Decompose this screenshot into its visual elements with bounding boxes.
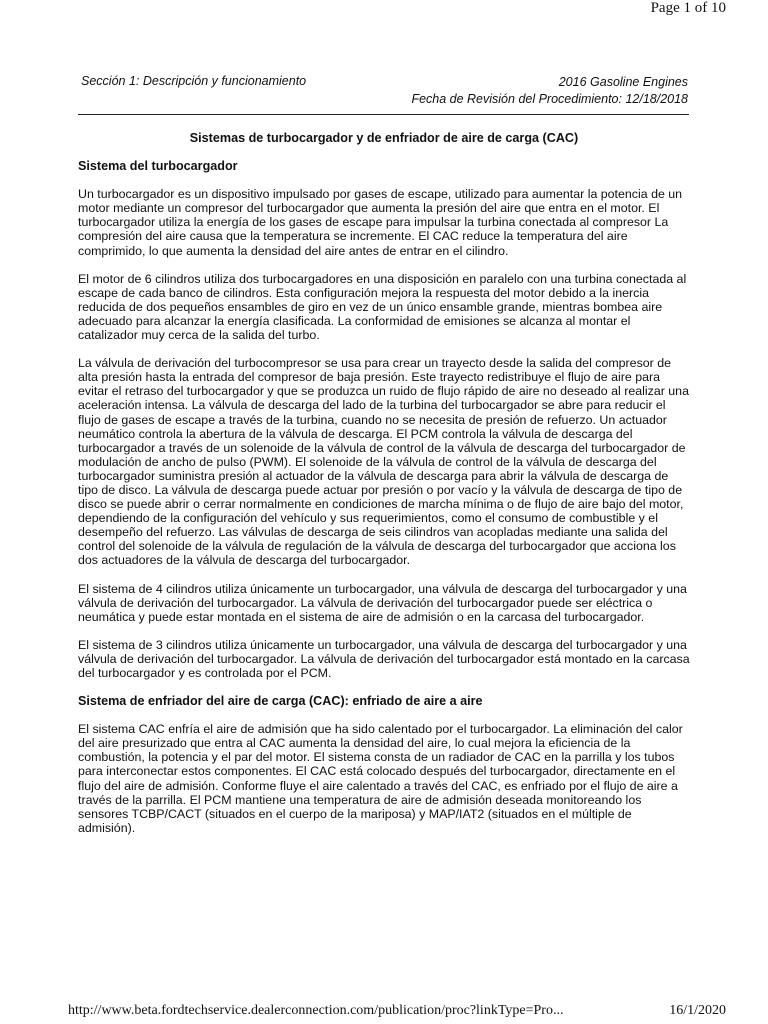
- revision-date: Fecha de Revisión del Procedimiento: 12/18/2018: [411, 92, 688, 106]
- paragraph: Un turbocargador es un dispositivo impulsado por gases de escape, utilizado para aumentar la potencia de un motor mediante un compresor del turbocargador que aumenta la presión del aire que entra en el motor. El turbocargador utiliza la energía de los gases de escape para impulsar la turbina conectada al compresor La compresión del aire causa que la temperatura se incremente. El CAC reduce la temperatura del aire comprimido, lo que aumenta la densidad del aire antes de entrar en el cilindro.: [78, 187, 683, 258]
- section-label: Sección 1: Descripción y funcionamiento: [81, 74, 307, 88]
- document-title: Sistemas de turbocargador y de enfriador de aire de carga (CAC): [189, 131, 579, 145]
- engines-label: 2016 Gasoline Engines: [558, 75, 688, 89]
- header-divider: [78, 114, 689, 115]
- footer-date: 16/1/2020: [669, 1003, 726, 1018]
- header-right: [411, 74, 688, 108]
- paragraph: El sistema de 3 cilindros utiliza únicamente un turbocargador, una válvula de descarga del turbocargador y una válvula de derivación del turbocargador. La válvula de derivación del turbocargador está montado en la carcasa del turbocargador y es controlada por el PCM.: [78, 637, 690, 680]
- section-heading-turbo: Sistema del turbocargador: [78, 159, 238, 174]
- page-number: Page 1 of 10: [650, 0, 726, 16]
- footer-url[interactable]: http://www.beta.fordtechservice.dealerconnection.com/publication/proc?linkType=Pro...: [68, 1003, 564, 1018]
- section-heading-cac: Sistema de enfriador del aire de carga (CAC): enfriado de aire a aire: [78, 694, 483, 709]
- paragraph: La válvula de derivación del turbocompresor se usa para crear un trayecto desde la salida del compresor de alta presión hasta la entrada del compresor de baja presión. Este trayecto redistribuye el flujo de aire para evitar el retraso del turbocargador y que se produzca un ruido de flujo rápido de aire no deseado al realizar una aceleración intensa. La válvula de descarga del lado de la turbina del turbocargador se abre para reducir el flujo de gases de escape a través de la turbina, cuando no se necesita de presión de refuerzo. Un actuador neumático controla la abertura de la válvula de descarga. El PCM controla la válvula de descarga del turbocargador a través de un solenoide de la válvula de control de la válvula de descarga del turbocargador de modulación de ancho de pulso (PWM). El solenoide de la válvula de control de la válvula de descarga del turbocargador suministra presión al actuador de la válvula de descarga para abrir la válvula de descarga de tipo de disco. La válvula de descarga puede actuar por presión o por vacío y la válvula de descarga de tipo de disco se puede abrir o cerrar normalmente en condiciones de marcha mínima o de flujo de aire bajo del motor, dependiendo de la configuración del vehículo y sus requerimientos, como el consumo de combustible y el desempeño del refuerzo. Las válvulas de descarga de seis cilindros van acopladas mediante una salida del control del solenoide de la válvula de regulación de la válvula de descarga del turbocargador que acciona los dos actuadores de la válvula de descarga del turbocargador.: [78, 356, 689, 568]
- paragraph: El motor de 6 cilindros utiliza dos turbocargadores en una disposición en paralelo con una turbina conectada al escape de cada banco de cilindros. Esta configuración mejora la respuesta del motor debido a la inercia reducida de dos pequeños ensambles de giro en vez de un único ensamble grande, mientras bombea aire adecuado para alcanzar la energía clasificada. La conformidad de emisiones se alcanza al montar el catalizador muy cerca de la salida del turbo.: [78, 271, 687, 343]
- paragraph: El sistema de 4 cilindros utiliza únicamente un turbocargador, una válvula de descarga del turbocargador y una válvula de derivación del turbocargador. La válvula de derivación del turbocargador puede ser eléctrica o neumática y puede estar montada en el sistema de aire de admisión o en la carcasa del turbocargador.: [78, 581, 687, 624]
- paragraph: El sistema CAC enfría el aire de admisión que ha sido calentado por el turbocargador. La eliminación del calor del aire presurizado que entra al CAC aumenta la densidad del aire, lo cual mejora la eficiencia de la combustión, la potencia y el par del motor. El sistema consta de un radiador de CAC en la parrilla y los tubos para interconectar estos componentes. El CAC está colocado después del turbocargador, directamente en el flujo del aire de admisión. Conforme fluye el aire calentado a través del CAC, es enfriado por el flujo de aire a través de la parrilla. El PCM mantiene una temperatura de aire de admisión deseada monitoreando los sensores TCBP/CACT (situados en el cuerpo de la mariposa) y MAP/IAT2 (situados en el múltiple de admisión).: [78, 722, 683, 835]
- document-body: [78, 131, 690, 849]
